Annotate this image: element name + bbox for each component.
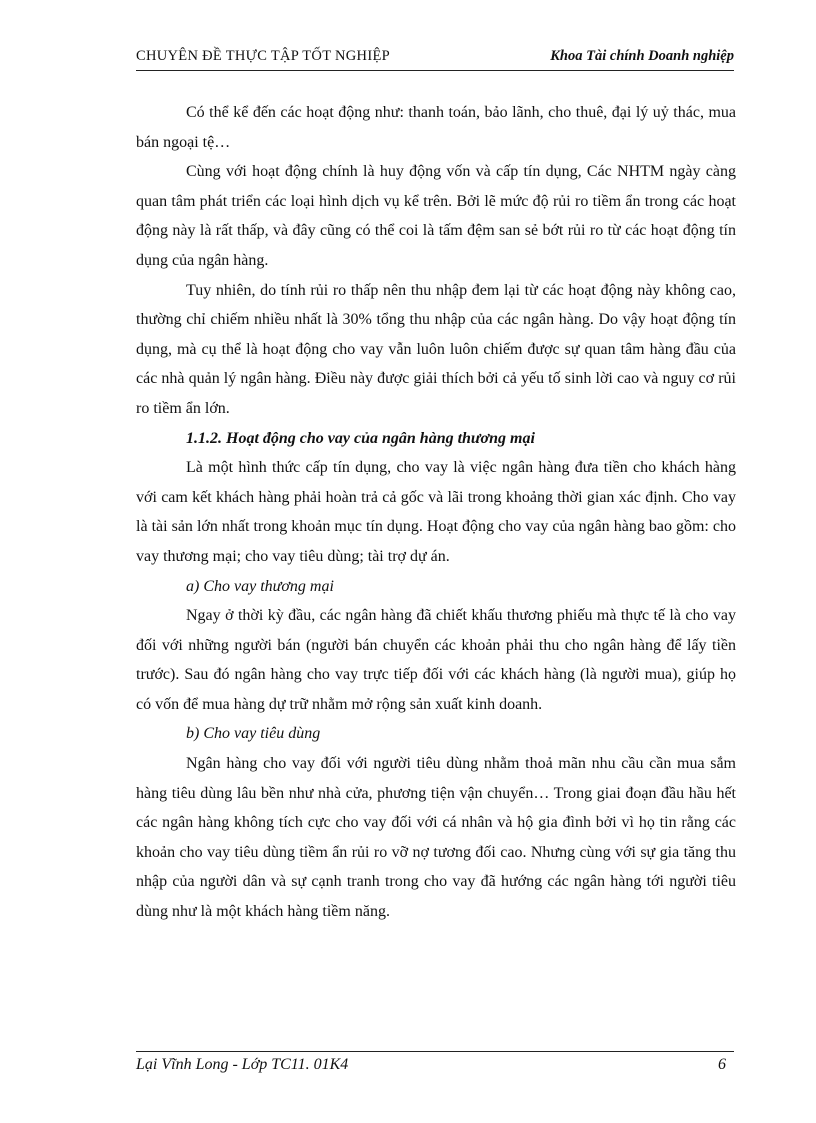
section-heading: 1.1.2. Hoạt động cho vay của ngân hàng thương mại [186,429,535,447]
paragraph-commercial-lending: Ngay ở thời kỳ đầu, các ngân hàng đã chiết khấu thương phiếu mà thực tế là cho vay đối với những người bán (người bán chuyển các khoản phải thu cho ngân hàng để lấy tiền trước). Sau đó ngân hàng cho vay trực tiếp đối với các khách hàng (là người mua), giúp họ có vốn để mua hàng dự trữ nhằm mở rộng sản xuất kinh doanh. [136,607,736,713]
footer-author: Lại Vĩnh Long - Lớp TC11. 01K4 [136,1056,349,1073]
subsection-commercial-lending: a) Cho vay thương mại [186,577,334,595]
paragraph-credit-priority: Tuy nhiên, do tính rủi ro thấp nên thu nhập đem lại từ các hoạt động này không cao, thường chỉ chiếm nhiều nhất là 30% tổng thu nhập của các ngân hàng. Do vậy hoạt động tín dụng, mà cụ thể là hoạt động cho vay vẫn luôn luôn chiếm được sự quan tâm hàng đầu của các nhà quản lý ngân hàng. Điều này được giải thích bởi cả yếu tố sinh lời cao và nguy cơ rủi ro tiềm ẩn lớn. [136,281,736,417]
paragraph-consumer-lending: Ngân hàng cho vay đối với người tiêu dùng nhằm thoả mãn nhu cầu cần mua sắm hàng tiêu dùng lâu bền như nhà cửa, phương tiện vận chuyển… Trong giai đoạn đầu hầu hết các ngân hàng không tích cực cho vay đối với cá nhân và hộ gia đình bởi vì họ tin rằng các khoản cho vay tiêu dùng tiềm ẩn rủi ro vỡ nợ tương đối cao. Nhưng cùng với sự gia tăng thu nhập của người dân và sự cạnh tranh trong cho vay đã hướng các ngân hàng tới người tiêu dùng như là một khách hàng tiềm năng. [136,755,736,921]
paragraph-lending-definition: Là một hình thức cấp tín dụng, cho vay là việc ngân hàng đưa tiền cho khách hàng với cam kết khách hàng phải hoàn trả cả gốc và lãi trong khoảng thời gian xác định. Cho vay là tài sản lớn nhất trong khoản mục tín dụng. Hoạt động cho vay của ngân hàng bao gồm: cho vay thương mại; cho vay tiêu dùng; tài trợ dự án. [136,459,736,565]
subsection-consumer-lending: b) Cho vay tiêu dùng [186,725,321,743]
page-number: 6 [718,1056,726,1073]
page-footer [136,1051,734,1077]
paragraph-services-development: Cùng với hoạt động chính là huy động vốn và cấp tín dụng, Các NHTM ngày càng quan tâm phát triển các loại hình dịch vụ kể trên. Bởi lẽ mức độ rủi ro tiềm ẩn trong các hoạt động này là rất thấp, và đây cũng có thể coi là tấm đệm san sẻ bớt rủi ro từ các hoạt động tín dụng của ngân hàng. [136,163,736,269]
header-faculty: Khoa Tài chính Doanh nghiệp [550,48,734,64]
header-title: CHUYÊN ĐỀ THỰC TẬP TỐT NGHIỆP [136,48,390,64]
paragraph-services: Có thể kể đến các hoạt động như: thanh toán, bảo lãnh, cho thuê, đại lý uỷ thác, mua bán ngoại tệ… [136,104,736,151]
document-body [136,98,736,927]
page-header [136,48,734,71]
